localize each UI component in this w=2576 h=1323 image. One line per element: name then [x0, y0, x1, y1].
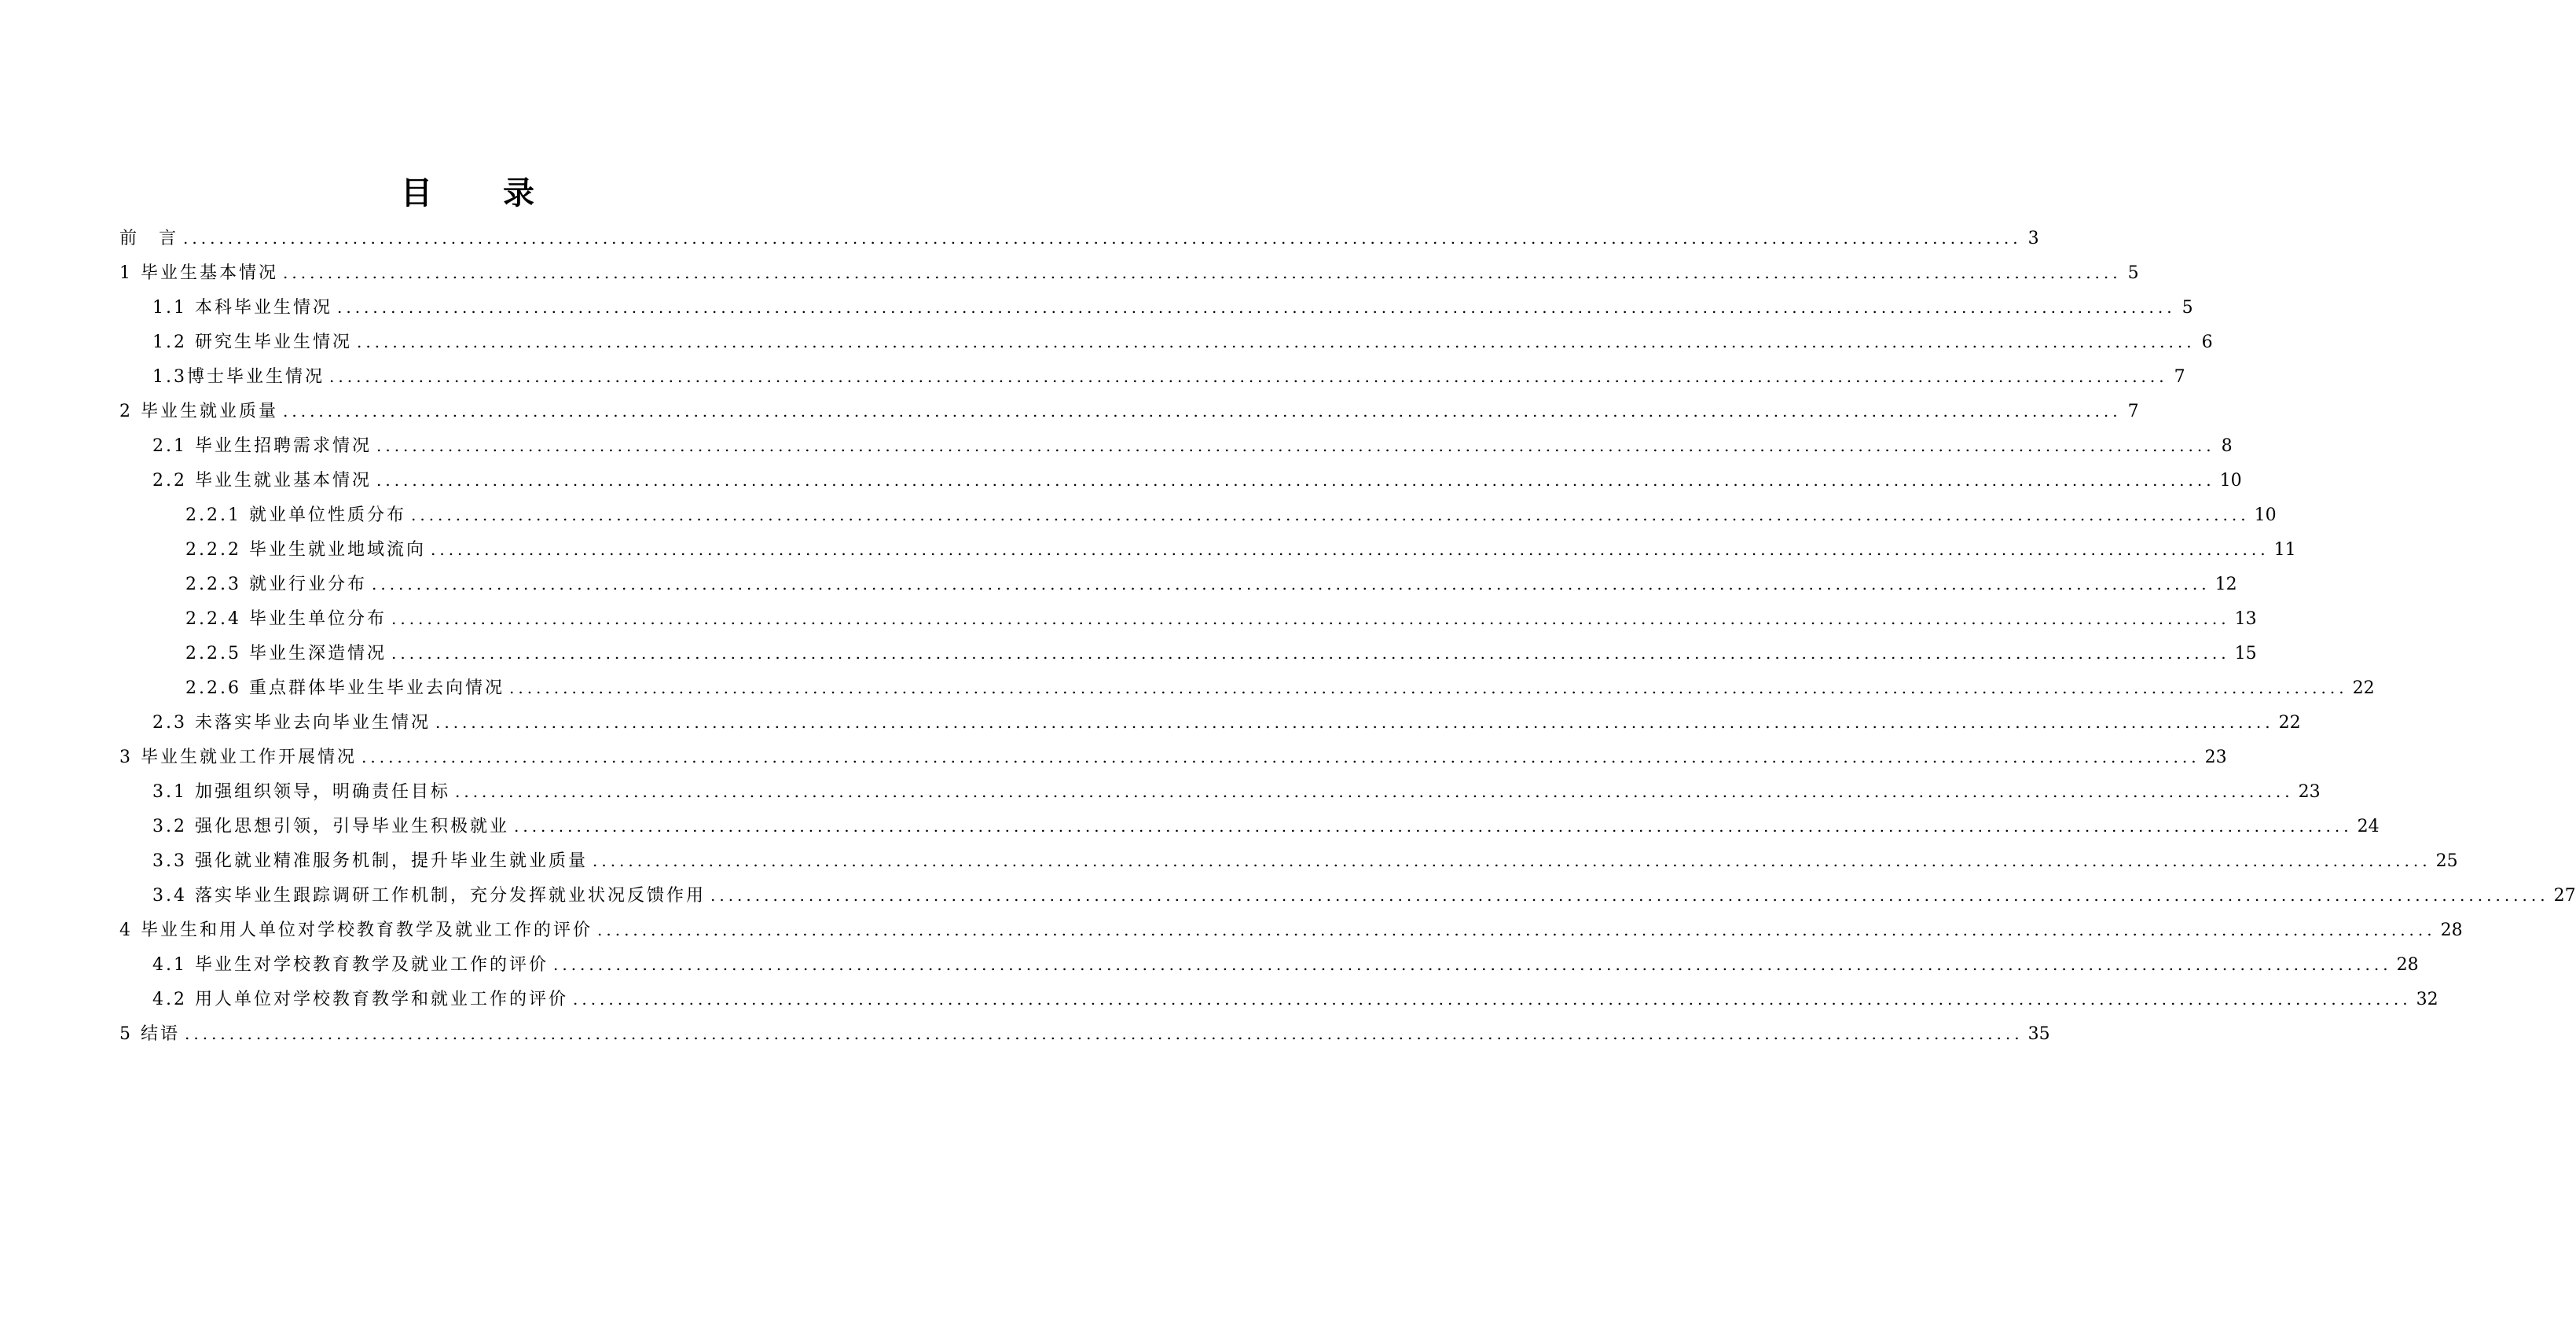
toc-entry-label: 2.2.1 就业单位性质分布 — [185, 505, 406, 525]
toc-entry[interactable] — [119, 745, 2227, 780]
toc-entry-label: 3 毕业生就业工作开展情况 — [119, 748, 357, 767]
toc-entry-label: 3.2 强化思想引领，引导毕业生积极就业 — [152, 817, 509, 836]
toc-dot-leader: .............................................................................................................................................................................................................. — [283, 263, 2122, 282]
toc-page-number: 13 — [2234, 609, 2257, 629]
toc-entry[interactable] — [119, 676, 2375, 711]
toc-page-number: 7 — [2174, 367, 2185, 387]
toc-dot-leader: .............................................................................................................................................................................................................. — [283, 402, 2122, 421]
toc-page-number: 10 — [2254, 505, 2277, 525]
toc-dot-leader: .............................................................................................................................................................................................................. — [376, 436, 2215, 455]
toc-page-number: 10 — [2219, 471, 2242, 491]
toc-dot-leader: .............................................................................................................................................................................................................. — [508, 678, 2348, 697]
toc-dot-leader: .............................................................................................................................................................................................................. — [572, 990, 2412, 1009]
toc-page-number: 35 — [2027, 1024, 2050, 1044]
toc-page-number: 23 — [2204, 748, 2227, 767]
toc-title: 目 录 — [401, 175, 564, 211]
toc-entry-label: 5 结语 — [119, 1024, 180, 1044]
toc-entry-label: 2.2.6 重点群体毕业生毕业去向情况 — [185, 678, 505, 698]
toc-entry-label: 2 毕业生就业质量 — [119, 402, 278, 421]
toc-page-number: 28 — [2440, 921, 2463, 940]
toc-entry[interactable] — [119, 330, 2213, 365]
toc-entry[interactable] — [119, 918, 2463, 953]
toc-entry[interactable] — [119, 884, 2576, 918]
toc-entry[interactable] — [119, 641, 2257, 676]
toc-entry-label: 1.3博士毕业生情况 — [152, 367, 325, 387]
toc-entry[interactable] — [119, 1022, 2050, 1057]
toc-entry[interactable] — [119, 538, 2296, 572]
toc-page-number: 23 — [2298, 782, 2321, 802]
toc-page-number: 24 — [2357, 817, 2380, 836]
toc-entry[interactable] — [119, 607, 2257, 641]
toc-dot-leader: .............................................................................................................................................................................................................. — [371, 575, 2211, 594]
toc-entry[interactable] — [119, 469, 2242, 503]
toc-page-number: 22 — [2352, 678, 2375, 698]
toc-page-number: 27 — [2553, 886, 2576, 906]
toc-entry-label: 1.1 本科毕业生情况 — [152, 298, 332, 318]
toc-page-number: 5 — [2127, 263, 2139, 283]
toc-entry-label: 3.4 落实毕业生跟踪调研工作机制，充分发挥就业状况反馈作用 — [152, 886, 706, 906]
toc-entry[interactable] — [119, 434, 2233, 469]
toc-entry[interactable] — [119, 296, 2193, 330]
toc-page-number: 28 — [2396, 955, 2419, 975]
toc-entry-label: 3.3 强化就业精准服务机制，提升毕业生就业质量 — [152, 851, 588, 871]
toc-entry-label: 2.2.4 毕业生单位分布 — [185, 609, 387, 629]
toc-page-number: 11 — [2273, 540, 2296, 560]
toc-page-number: 7 — [2127, 402, 2139, 421]
toc-dot-leader: .............................................................................................................................................................................................................. — [356, 333, 2196, 351]
toc-page-number: 25 — [2435, 851, 2458, 871]
toc-entry[interactable] — [119, 365, 2185, 399]
toc-entry-label: 2.2.5 毕业生深造情况 — [185, 644, 387, 663]
toc-dot-leader: .............................................................................................................................................................................................................. — [329, 367, 2168, 386]
toc-entry[interactable] — [119, 261, 2139, 296]
toc-entry-label: 2.2.3 就业行业分布 — [185, 575, 367, 594]
toc-entry-label: 2.1 毕业生招聘需求情况 — [152, 436, 372, 456]
toc-entry[interactable] — [119, 226, 2039, 261]
toc-entry[interactable] — [119, 849, 2458, 884]
toc-page-number: 3 — [2027, 229, 2039, 248]
toc-entry-label: 1 毕业生基本情况 — [119, 263, 278, 283]
toc-page-number: 22 — [2278, 713, 2301, 733]
toc-entry-label: 4 毕业生和用人单位对学校教育教学及就业工作的评价 — [119, 921, 593, 940]
toc-entry[interactable] — [119, 711, 2301, 745]
toc-page-number: 5 — [2182, 298, 2193, 318]
toc-entry-label: 2.2 毕业生就业基本情况 — [152, 471, 372, 491]
toc-entry[interactable] — [119, 503, 2277, 538]
toc-dot-leader: .............................................................................................................................................................................................................. — [410, 505, 2250, 524]
toc-page-number: 15 — [2234, 644, 2257, 663]
toc-entry[interactable] — [119, 572, 2237, 607]
toc-entry-label: 4.2 用人单位对学校教育教学和就业工作的评价 — [152, 990, 568, 1009]
toc-page-number: 8 — [2221, 436, 2233, 456]
toc-dot-leader: .............................................................................................................................................................................................................. — [336, 298, 2176, 317]
toc-page-number: 6 — [2201, 333, 2213, 352]
toc-dot-leader: .............................................................................................................................................................................................................. — [391, 644, 2230, 663]
table-of-contents — [119, 226, 2576, 1057]
toc-dot-leader: .............................................................................................................................................................................................................. — [430, 540, 2270, 559]
toc-dot-leader: .............................................................................................................................................................................................................. — [592, 851, 2431, 870]
toc-dot-leader: .............................................................................................................................................................................................................. — [185, 1024, 2024, 1043]
toc-dot-leader: .............................................................................................................................................................................................................. — [454, 782, 2294, 801]
toc-entry[interactable] — [119, 987, 2438, 1022]
toc-entry[interactable] — [119, 953, 2419, 987]
toc-entry[interactable] — [119, 399, 2139, 434]
toc-entry-label: 2.2.2 毕业生就业地域流向 — [185, 540, 426, 560]
toc-dot-leader: .............................................................................................................................................................................................................. — [435, 713, 2274, 732]
toc-entry-label: 2.3 未落实毕业去向毕业生情况 — [152, 713, 431, 733]
toc-dot-leader: .............................................................................................................................................................................................................. — [183, 229, 2022, 248]
toc-entry[interactable] — [119, 814, 2380, 849]
toc-dot-leader: .............................................................................................................................................................................................................. — [710, 886, 2549, 905]
toc-entry-label: 1.2 研究生毕业生情况 — [152, 333, 352, 352]
toc-dot-leader: .............................................................................................................................................................................................................. — [361, 748, 2200, 766]
toc-dot-leader: .............................................................................................................................................................................................................. — [513, 817, 2353, 836]
toc-dot-leader: .............................................................................................................................................................................................................. — [552, 955, 2392, 974]
toc-dot-leader: .............................................................................................................................................................................................................. — [376, 471, 2215, 490]
toc-dot-leader: .............................................................................................................................................................................................................. — [391, 609, 2230, 628]
toc-entry-label: 前 言 — [119, 229, 179, 248]
toc-entry[interactable] — [119, 780, 2321, 814]
toc-page-number: 32 — [2416, 990, 2438, 1009]
toc-dot-leader: .............................................................................................................................................................................................................. — [597, 921, 2436, 939]
toc-page-number: 12 — [2215, 575, 2237, 594]
toc-entry-label: 4.1 毕业生对学校教育教学及就业工作的评价 — [152, 955, 549, 975]
toc-entry-label: 3.1 加强组织领导，明确责任目标 — [152, 782, 450, 802]
